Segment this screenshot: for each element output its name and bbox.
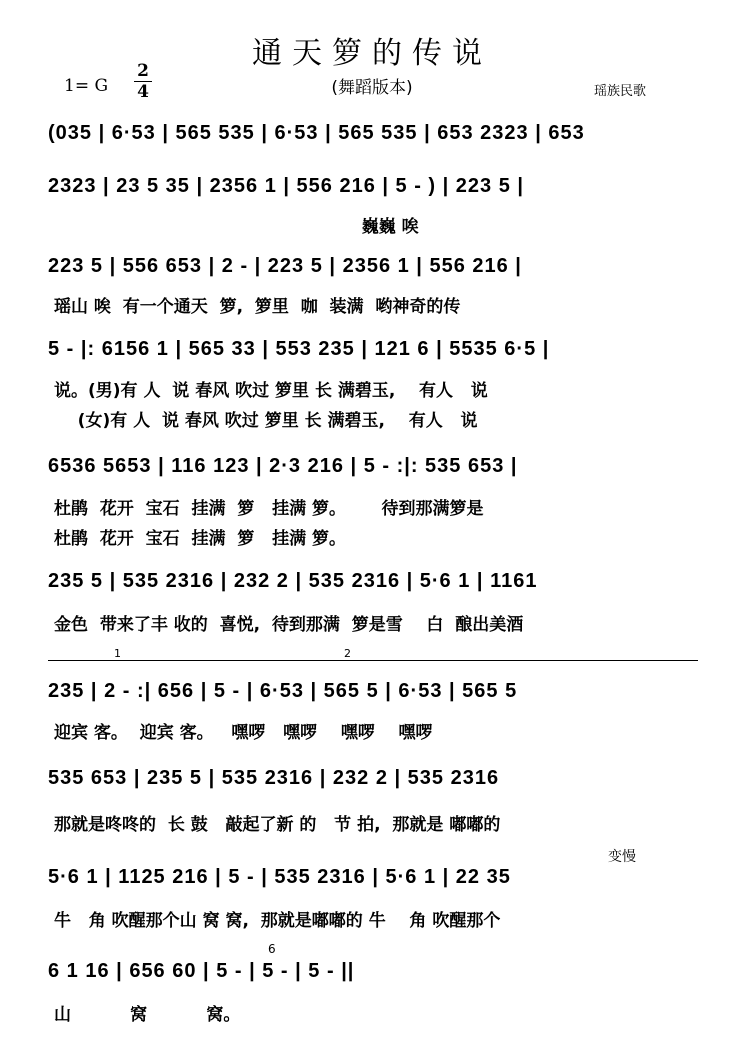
notes-line-8: 535 653 | 235 5 | 535 2316 | 232 2 | 535 2316 (48, 767, 500, 789)
page-title: 通天箩的传说 (252, 36, 492, 71)
lyrics-line-4-female: (女)有 人 说 春风 吹过 箩里 长 满碧玉, 有人 说 (54, 411, 478, 431)
key-signature: 1= G (64, 76, 109, 96)
notes-line-6: 235 5 | 535 2316 | 232 2 | 535 2316 | 5·6 1 | 1161 (48, 570, 538, 592)
volta-2-label: 2 (344, 647, 351, 660)
lyrics-line-7: 迎宾 客。 迎宾 客。 嘿啰 嘿啰 嘿啰 嘿啰 (54, 723, 433, 743)
lyrics-line-5b: 杜鹃 花开 宝石 挂满 箩 挂满 箩。 (54, 529, 347, 549)
lyrics-line-5a: 杜鹃 花开 宝石 挂满 箩 挂满 箩。 待到那满箩是 (54, 499, 484, 519)
tempo-mark: 变慢 (608, 849, 636, 865)
page-subtitle: (舞蹈版本) (331, 78, 413, 98)
origin-label: 瑶族民歌 (594, 84, 647, 99)
tuplet-mark: 6 (268, 942, 276, 956)
time-signature (132, 62, 154, 101)
volta-brackets (48, 647, 698, 671)
notes-line-9: 5·6 1 | 1125 216 | 5 - | 535 2316 | 5·6 1 | 22 35 (48, 866, 511, 888)
volta-1-label: 1 (114, 647, 121, 660)
notes-line-5: 6536 5653 | 116 123 | 2·3 216 | 5 - :|: 535 653 | (48, 455, 518, 477)
lyrics-line-8: 那就是咚咚的 长 鼓 敲起了新 的 节 拍, 那就是 嘟嘟的 (54, 815, 501, 835)
notes-line-4: 5 - |: 6156 1 | 565 33 | 553 235 | 121 6 | 5535 6·5 | (48, 338, 550, 360)
notes-line-10: 6 1 16 | 656 60 | 5 - | 5 - | 5 - || (48, 960, 355, 982)
lyrics-line-9: 牛 角 吹醒那个山 窝 窝, 那就是嘟嘟的 牛 角 吹醒那个 (54, 911, 501, 931)
lyrics-line-10: 山 窝 窝。 (54, 1005, 241, 1025)
lyrics-line-2: 巍巍 唉 (54, 217, 419, 237)
notes-line-7: 235 | 2 - :| 656 | 5 - | 6·53 | 565 5 | 6·53 | 565 5 (48, 680, 518, 702)
notes-line-2: 2323 | 23 5 35 | 2356 1 | 556 216 | 5 - ) | 223 5 | (48, 175, 524, 197)
lyrics-line-3: 瑶山 唉 有一个通天 箩, 箩里 咖 装满 哟神奇的传 (54, 297, 461, 317)
lyrics-line-4-male: 说。(男)有 人 说 春风 吹过 箩里 长 满碧玉, 有人 说 (54, 381, 488, 401)
time-top: 2 (137, 61, 149, 81)
lyrics-line-6: 金色 带来了丰 收的 喜悦, 待到那满 箩是雪 白 酿出美酒 (54, 615, 524, 635)
time-bottom: 4 (137, 82, 149, 102)
notes-line-1: (035 | 6·53 | 565 535 | 6·53 | 565 535 | 653 2323 | 653 (48, 122, 585, 144)
notes-line-3: 223 5 | 556 653 | 2 - | 223 5 | 2356 1 | 556 216 | (48, 255, 522, 277)
